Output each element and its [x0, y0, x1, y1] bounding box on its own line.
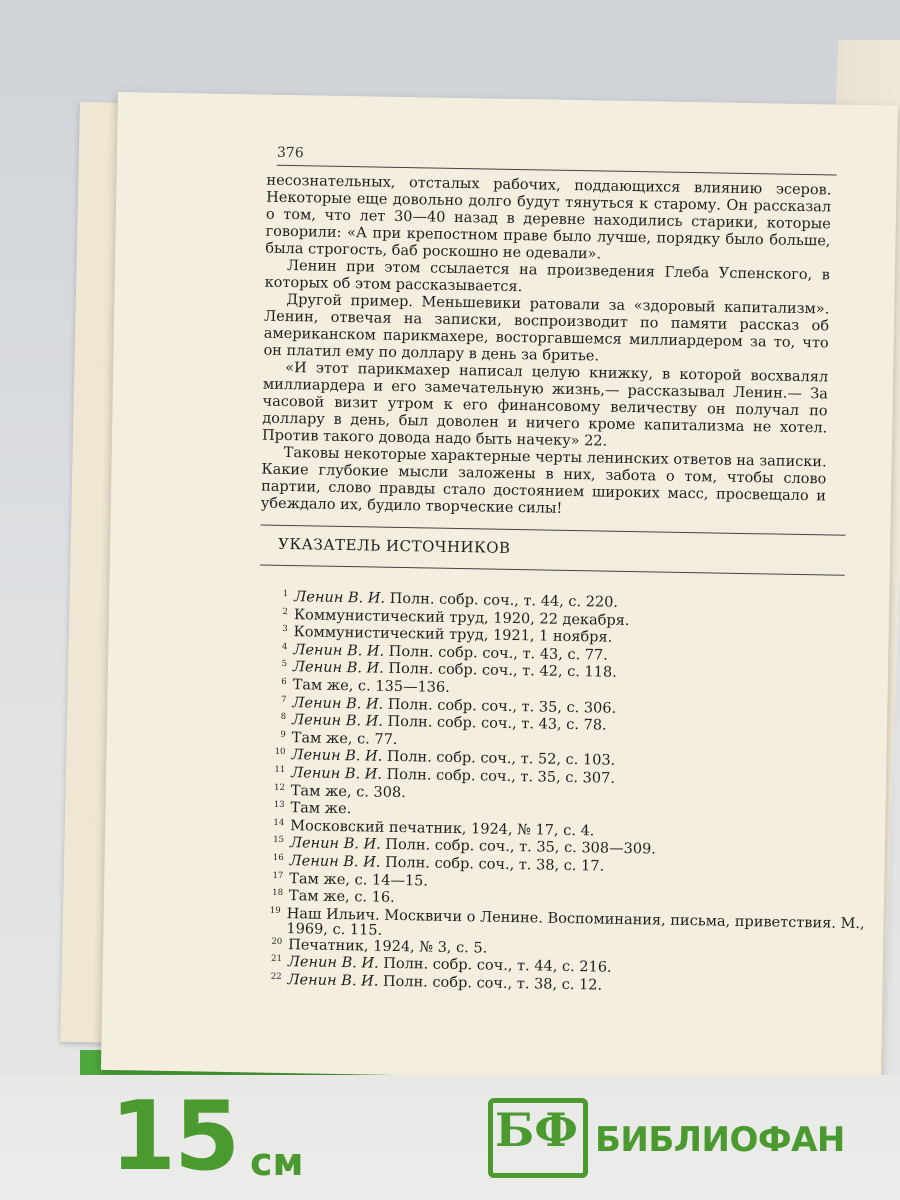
reference-number: 5 — [281, 659, 288, 670]
reference-number: 18 — [272, 887, 284, 899]
reference-detail: Там же, с. 14—15. — [289, 870, 429, 890]
reference-number: 13 — [273, 799, 285, 811]
reference-number: 4 — [281, 641, 288, 652]
reference-author: Ленин В. И. — [291, 712, 384, 730]
reference-number: 16 — [272, 852, 284, 863]
reference-number: 1 — [282, 588, 289, 600]
reference-detail: Полн. собр. соч., т. 35, с. 308—309. — [380, 837, 656, 858]
reference-text — [290, 801, 351, 818]
reference-number: 12 — [273, 782, 285, 793]
reference-detail: Полн. собр. соч., т. 44, с. 216. — [378, 956, 612, 977]
reference-detail: Там же, с. 16. — [288, 888, 395, 907]
reference-text — [292, 731, 398, 748]
size-value: 15 — [110, 1082, 239, 1192]
reference-detail: Полн. собр. соч., т. 35, с. 307. — [381, 766, 616, 787]
reference-number: 17 — [272, 870, 284, 881]
reference-number: 19 — [269, 905, 281, 916]
reference-number: 14 — [273, 817, 285, 828]
logo-mark: БФ — [495, 1103, 578, 1157]
reference-detail: Полн. собр. соч., т. 52, с. 103. — [382, 749, 616, 770]
reference-author: Ленин В. И. — [291, 747, 383, 766]
reference-number: 22 — [270, 971, 282, 983]
reference-author: Ленин В. И. — [289, 835, 381, 854]
paragraph: Другой пример. Меньшевики ратовали за «здоровый капитализм». Ленин, отвечая на записки, воспроизводит по памяти рассказ об американском парикмахере, восторгавшемся миллиардером за то, что он платил ему по доллару в день за бритье. — [263, 291, 830, 365]
reference-number: 7 — [280, 694, 287, 705]
reference-number: 6 — [281, 676, 287, 688]
reference-detail: Коммунистический труд, 1920, 22 декабря. — [293, 606, 630, 629]
reference-number: 2 — [282, 606, 289, 617]
reference-detail: Московский печатник, 1924, № 17, с. 4. — [290, 817, 595, 840]
reference-number: 21 — [270, 954, 282, 965]
reference-text — [291, 784, 406, 802]
reference-author: Ленин В. И. — [292, 659, 384, 678]
reference-author: Ленин В. И. — [293, 641, 385, 660]
reference-detail: Полн. собр. соч., т. 35, с. 306. — [383, 696, 617, 717]
reference-detail: Печатник, 1924, № 3, с. 5. — [287, 936, 488, 957]
reference-number: 9 — [280, 729, 286, 740]
paragraph: Таковы некоторые характерные черты ленинских ответов на записки. Какие глубокие мысли заложены в них, забота о том, чтобы слово партии, слово правды стало достоянием широких масс, просвещало и убеждало их, будило творческие силы! — [260, 444, 827, 517]
reference-detail: Там же, с. 135—136. — [292, 677, 450, 696]
book-page — [101, 92, 898, 1083]
reference-detail: Полн. собр. соч., т. 38, с. 17. — [380, 854, 605, 875]
reference-detail: Наш Ильич. Москвичи о Ленине. Воспоминания, письма, приветствия. М., 1969, с. 115. — [286, 905, 865, 940]
paragraph: «И этот парикмахер написал целую книжку, в которой восхвалял миллиардера и его замечательную жизнь,— рассказывал Ленин.— За часовой визит утром к его финансовому величеству он получал по доллару в день, был доволен и ничего кроме капитализма не хотел. Против такого довода надо быть начеку» 22. — [261, 359, 829, 450]
reference-number: 11 — [274, 764, 286, 775]
reference-detail: Там же. — [290, 800, 352, 818]
reference-text — [289, 872, 428, 890]
reference-author: Ленин В. И. — [287, 954, 379, 973]
references-list — [267, 590, 874, 1001]
body-text — [261, 173, 832, 523]
reference-number: 8 — [280, 712, 287, 723]
reference-author: Ленин В. И. — [294, 589, 386, 607]
reference-detail: Полн. собр. соч., т. 43, с. 77. — [383, 643, 608, 664]
reference-detail: Там же, с. 308. — [290, 782, 406, 801]
reference-author: Ленин В. И. — [291, 765, 383, 783]
reference-detail: Полн. собр. соч., т. 42, с. 118. — [383, 661, 617, 682]
reference-detail: Полн. собр. соч., т. 44, с. 220. — [384, 590, 619, 611]
reference-author: Ленин В. И. — [289, 853, 381, 871]
reference-detail: Там же, с. 77. — [291, 729, 398, 748]
reference-number: 3 — [282, 624, 288, 635]
size-unit: см — [250, 1140, 304, 1184]
section-title: УКАЗАТЕЛЬ ИСТОЧНИКОВ — [277, 534, 511, 557]
reference-detail: Полн. собр. соч., т. 38, с. 12. — [378, 973, 603, 994]
paragraph: Ленин при этом ссылается на произведения Глеба Успенского, в которых об этом рассказывается. — [264, 257, 831, 296]
reference-text — [287, 973, 602, 994]
reference-text — [289, 889, 395, 906]
section-rule-top — [260, 525, 845, 536]
reference-number: 20 — [271, 936, 283, 947]
reference-text — [293, 678, 450, 696]
paragraph: несознательных, отсталых рабочих, поддающихся влиянию эсеров. Некоторые еще довольно долго будут тянуться к старому. Он рассказал о том, что лет 30—40 назад в деревне находились старики, которые говорили: «А при крепостном праве было лучше, порядку было больше, была строгость, баб роскошно не одевали». — [265, 172, 832, 263]
section-rule-bottom — [260, 565, 845, 576]
reference-number: 15 — [273, 835, 285, 846]
reference-detail: Полн. собр. соч., т. 43, с. 78. — [382, 713, 607, 734]
reference-detail: Коммунистический труд, 1921, 1 ноября. — [293, 624, 613, 646]
reference-number: 10 — [274, 747, 286, 758]
page-number: 376 — [276, 144, 304, 162]
brand-name: БИБЛИОФАН — [595, 1120, 845, 1160]
reference-author: Ленин В. И. — [287, 972, 379, 990]
reference-author: Ленин В. И. — [292, 694, 384, 713]
